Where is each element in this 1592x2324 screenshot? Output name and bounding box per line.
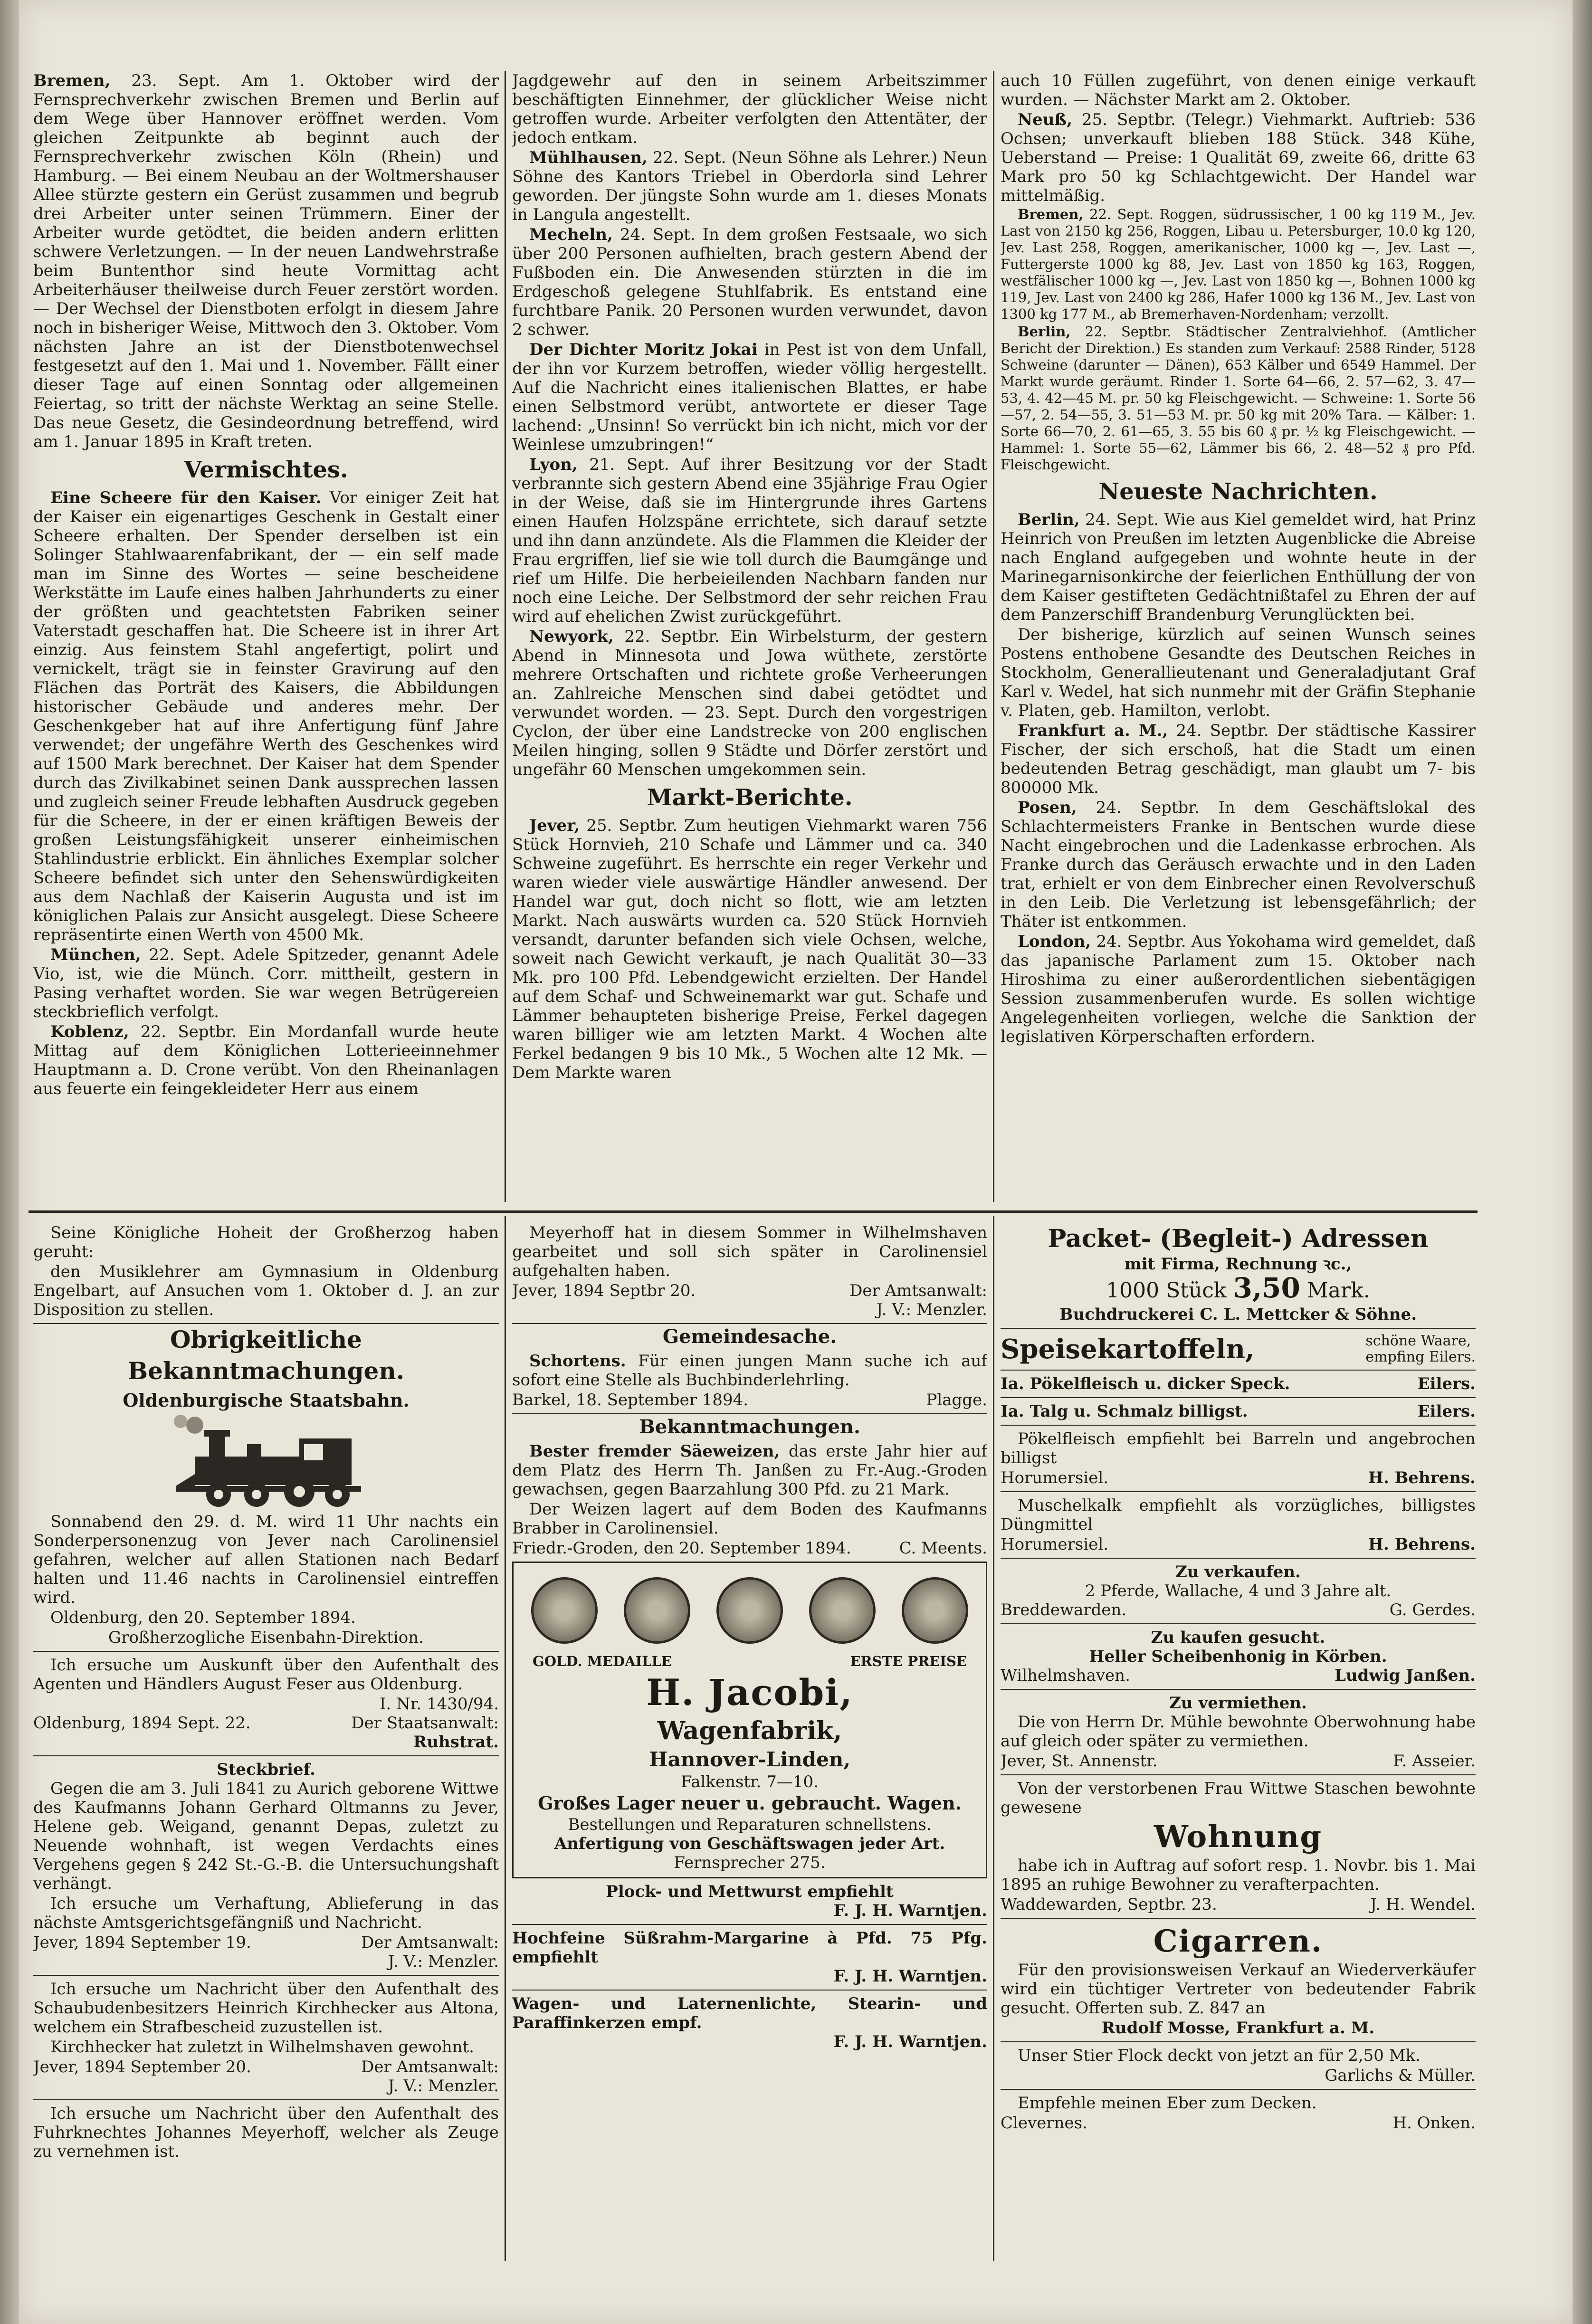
jacobi-stock: Großes Lager neuer u. gebraucht. Wagen. xyxy=(538,1792,962,1814)
medal-icon xyxy=(531,1577,598,1644)
notice-grossherzog: Seine Königliche Hoheit der Großherzog haben geruht: xyxy=(33,1223,499,1261)
licht-sign: F. J. H. Warntjen. xyxy=(833,2032,987,2051)
auskunft-ref: I. Nr. 1430/94. xyxy=(380,1695,499,1714)
section-title-bekanntmachungen: Bekanntmachungen. xyxy=(512,1413,987,1440)
meyerhoff-cont: Meyerhoff hat in diesem Sommer in Wilhelmshaven gearbeitet und soll sich später in Carolinensiel aufgehalten haben. xyxy=(512,1223,987,1280)
article-text: 24. Septbr. Aus Yokohama wird gemeldet, daß das japanische Parlament zum 15. Oktober nach Hiroshima zu einer außerordentlichen siebentägigen Session zusammenberufen wurde. Es sollen wichtige Angelegenheiten vorliegen, welche die Sanktion der legislativen Körperschaften erfordern. xyxy=(1001,932,1476,1046)
weizen-sign: C. Meents. xyxy=(899,1539,987,1558)
jacobi-advert xyxy=(512,1562,987,1878)
article-frankfurt xyxy=(1001,721,1476,797)
steckbrief-sign1: Der Amtsanwalt: xyxy=(361,1933,499,1952)
article-lead: Newyork, xyxy=(529,627,614,646)
article-text: 22. Sept. Adele Spitzeder, genannt Adele Vio, ist, wie die Münch. Corr. mittheilt, gestern in Pasing verhaftet worden. Sie war wegen Betrügereien steckbrieflich verfolgt. xyxy=(33,945,499,1021)
article-text: 22. Septbr. Städtischer Zentralviehhof. (Amtlicher Bericht der Direktion.) Es standen zum Verkauf: 2588 Rinder, 5128 Schweine (darunter — Dänen), 653 Kälber und 6549 Hammel. Der Markt wurde geräumt. Rinder 1. Sorte 64—66, 2. 57—62, 3. 47—53, 4. 42—45 M. pr. 50 kg Fleischgewicht. — Schweine: 1. Sorte 56—57, 2. 54—55, 3. 51—53 M. pr. 50 kg mit 20% Tara. — Kälber: 1. Sorte 66—70, 2. 61—65, 3. 55 bis 60 ₰ pr. ½ kg Fleischgewicht. — Hammel: 1. Sorte 55—62, Lämmer bis 66, 2. 48—52 ₰ pro Pfd. Fleischgewicht. xyxy=(1001,324,1476,473)
medal-caption-gold: GOLD. MEDAILLE xyxy=(533,1653,672,1669)
section-title-vermischtes: Vermischtes. xyxy=(184,457,348,483)
packet-firm: Buchdruckerei C. L. Mettcker & Söhne. xyxy=(1059,1305,1417,1324)
weizen-date: Friedr.-Groden, den 20. September 1894. xyxy=(512,1539,851,1558)
steckbrief-text: Gegen die am 3. Juli 1841 zu Aurich geborene Wittwe des Kaufmanns Johann Gerhard Oltmanns zu Jever, Helene geb. Weigand, genannt Depas, zuletzt zu Neuende wohnhaft, ist wegen Verdachts eines Vergehens gegen § 242 St.-G.-B. die Untersuchungshaft verhängt. xyxy=(33,1779,499,1893)
article-london xyxy=(1001,932,1476,1046)
kirchhecker-sign1: Der Amtsanwalt: xyxy=(361,2057,499,2076)
section-title-gemeinde: Gemeindesache. xyxy=(512,1323,987,1350)
weizen-footer xyxy=(512,1539,987,1558)
bahn-notice: Sonnabend den 29. d. M. wird 11 Uhr nachts ein Sonderpersonenzug von Jever nach Carolinensiel gefahren, welcher auf allen Stationen nach Bedarf halten und 11.46 nachts in Carolinensiel eintreffen wird. xyxy=(33,1512,499,1607)
separator xyxy=(1001,2089,1476,2090)
muschel-footer xyxy=(1001,1535,1476,1554)
vermiethen-title: Zu vermiethen. xyxy=(1169,1694,1307,1713)
article-lead: Jever, xyxy=(529,816,580,835)
column-rule-2 xyxy=(993,71,994,1202)
article-text: 24. Sept. Wie aus Kiel gemeldet wird, hat Prinz Heinrich von Preußen im letzten Augenblicke die Abreise nach England aufgegeben und wohnte heute in der Marinegarnisonkirche der feierlichen Enthüllung der von dem Kaiser gestifteten Gedächtnißtafel zu Ehren der auf dem Panzerschiff Brandenburg Verunglückten bei. xyxy=(1001,510,1476,624)
article-lead: Neuß, xyxy=(1018,110,1073,129)
plock-advert: Plock- und Mettwurst empfiehlt xyxy=(606,1882,894,1901)
kirchhecker-text: Ich ersuche um Nachricht über den Aufenthalt des Schaubudenbesitzers Heinrich Kirchhecker aus Altona, welchem ein Strafbescheid zuzustellen ist. xyxy=(33,1980,499,2037)
locomotive-image xyxy=(33,1412,499,1512)
kirchhecker-text2: Kirchhecker hat zuletzt in Wilhelmshaven gewohnt. xyxy=(50,2038,474,2057)
article-koblenz xyxy=(33,1022,499,1098)
schortens-date: Barkel, 18. September 1894. xyxy=(512,1391,749,1410)
separator xyxy=(1001,1558,1476,1559)
verkaufen-sign: G. Gerdes. xyxy=(1389,1600,1476,1619)
jacobi-phone: Fernsprecher 275. xyxy=(674,1853,826,1872)
separator xyxy=(1001,1689,1476,1690)
ads-column-2 xyxy=(512,1223,987,2283)
article-text: 24. Sept. In dem großen Festsaale, wo sich über 200 Personen aufhielten, brach gestern Abend der Fußboden ein. Die Anwesenden stürzten in die im Erdgeschoß gelegene Stuhlfabrik. Es entstand eine furchtbare Panik. 20 Personen wurden verwundet, davon 2 schwer. xyxy=(512,225,987,339)
stier-text: Unser Stier Flock deckt von jetzt an für 2,50 Mk. xyxy=(1018,2046,1420,2065)
article-lead: Posen, xyxy=(1018,798,1077,817)
jacobi-address: Falkenstr. 7—10. xyxy=(681,1772,819,1791)
separator xyxy=(33,2099,499,2100)
kaufen-place: Wilhelmshaven. xyxy=(1001,1666,1130,1685)
article-posen xyxy=(1001,798,1476,931)
article-markt-cont: auch 10 Füllen zugeführt, von denen einige verkauft wurden. — Nächster Markt am 2. Oktober. xyxy=(1001,71,1476,109)
separator xyxy=(512,1924,987,1925)
article-scheere xyxy=(33,488,499,944)
separator xyxy=(33,1975,499,1976)
staatsbahn-title: Oldenburgische Staatsbahn. xyxy=(123,1390,410,1411)
article-newyork xyxy=(512,627,987,779)
separator xyxy=(512,1990,987,1991)
packet-price-amount: 3,50 xyxy=(1233,1272,1300,1304)
notice-text: das erste Jahr hier auf dem Platz des Herrn Th. Janßen zu Fr.-Aug.-Groden gewachsen, gegen Baarzahlung 300 Pfd. zu 21 Mark. xyxy=(512,1442,987,1499)
article-jokai xyxy=(512,340,987,454)
steckbrief-text2: Ich ersuche um Verhaftung, Ablieferung in das nächste Amtsgerichtsgefängniß und Nachricht. xyxy=(33,1894,499,1932)
article-lead: Bremen, xyxy=(1018,206,1084,222)
muschel-advert: Muschelkalk empfiehlt als vorzügliches, billigstes Düngmittel xyxy=(1001,1496,1476,1534)
article-lead: Frankfurt a. M., xyxy=(1018,721,1168,740)
decken-sign: H. Onken. xyxy=(1392,2114,1476,2133)
steckbrief-footer xyxy=(33,1933,499,1952)
article-lead: Lyon, xyxy=(529,455,578,474)
jacobi-firm: Wagenfabrik, xyxy=(657,1716,842,1745)
kirchhecker-footer xyxy=(33,2057,499,2076)
notice-lead: Schortens. xyxy=(529,1352,626,1371)
auskunft-sign1: Der Staatsanwalt: xyxy=(351,1714,499,1733)
ads-column-3 xyxy=(1001,1223,1476,2283)
column-rule-1 xyxy=(505,71,506,1202)
steckbrief-date: Jever, 1894 September 19. xyxy=(33,1933,251,1952)
wohnung-sign: J. H. Wendel. xyxy=(1370,1895,1476,1914)
packet-price xyxy=(1001,1274,1476,1305)
jacobi-make: Anfertigung von Geschäftswagen jeder Art. xyxy=(554,1834,945,1853)
separator xyxy=(33,1755,499,1756)
article-berlin-wedel: Der bisherige, kürzlich auf seinen Wunsch seines Postens enthobene Gesandte des Deutschen Reiches in Stockholm, Generallieutenant und Generaladjutant Graf Karl v. Wedel, hat sich nunmehr mit der Gräfin Stephanie v. Platen, geb. Hamilton, verlobt. xyxy=(1001,625,1476,720)
meyerhoff-sign2: J. V.: Menzler. xyxy=(876,1300,987,1319)
notice-engelbart: den Musiklehrer am Gymnasium in Oldenburg Engelbart, auf Ansuchen vom 1. Oktober d. J. an zur Disposition zu stellen. xyxy=(33,1262,499,1319)
weizen-notice2: Der Weizen lagert auf dem Boden des Kaufmanns Brabber in Carolinensiel. xyxy=(512,1500,987,1538)
decken-text: Empfehle meinen Eber zum Decken. xyxy=(1018,2094,1317,2113)
verkaufen-title: Zu verkaufen. xyxy=(1175,1562,1301,1581)
medal-captions xyxy=(518,1653,981,1670)
poekel2-place: Horumersiel. xyxy=(1001,1468,1109,1487)
medal-icon xyxy=(902,1577,968,1644)
article-text: 25. Septbr. (Telegr.) Viehmarkt. Auftrieb: 536 Ochsen; unverkauft blieben 188 Stück. 348 Kühe, Ueberstand — Preise: 1 Qualität 69, zweite 66, dritte 63 Mark pro 50 kg Schlachtgewicht. Der Handel war mittelmäßig. xyxy=(1001,110,1476,205)
vermiethen-text: Die von Herrn Dr. Mühle bewohnte Oberwohnung habe auf gleich oder später zu vermiethen. xyxy=(1001,1713,1476,1751)
poekel-text: Ia. Pökelfleisch u. dicker Speck. xyxy=(1001,1374,1290,1393)
kaufen-title: Zu kaufen gesucht. xyxy=(1151,1628,1325,1647)
kartoffel-side1: schöne Waare, xyxy=(1365,1333,1471,1349)
verkaufen-footer xyxy=(1001,1600,1476,1619)
poekel-advert xyxy=(1001,1374,1476,1393)
decken-footer xyxy=(1001,2114,1476,2133)
packet-subtitle: mit Firma, Rechnung ꝛc., xyxy=(1124,1255,1352,1274)
article-text: Vor einiger Zeit hat der Kaiser ein eigenartiges Geschenk in Gestalt einer Scheere erhalten. Der Spender derselben ist ein Solinger Stahlwaarenfabrikant, der — ein self made man im Sinne des Wortes — seine bescheidene Werkstätte im Laufe eines halben Jahrhunderts zu einer der größten und geachtetsten Fabriken seiner Vaterstadt geschaffen hat. Die Scheere ist in ihrer Art einzig. Aus feinstem Stahl angefertigt, polirt und vernickelt, trägt sie in feinster Gravirung auf den Flächen das Porträt des Kaisers, die Abbildungen historischer Gebäude und anderes mehr. Der Geschenkgeber hat auf ihre Anfertigung fünf Jahre verwendet; der ungefähre Werth des Geschenkes wird auf 1500 Mark berechnet. Der Kaiser hat dem Spender durch das Zivilkabinet seinen Dank aussprechen lassen und zugleich seiner Freude lebhaften Ausdruck gegeben für die Scheere, in der er einen kräftigen Beweis der großen Leistungsfähigkeit unserer einheimischen Stahlindustrie erblickt. Ein ähnliches Exemplar solcher Scheere befindet sich unter den Sehenswürdigkeiten aus dem Nachlaß der Kaiserin Augusta und ist im königlichen Palais zur Ansicht ausgelegt. Diese Scheere repräsentirte einen Werth von 4500 Mk. xyxy=(33,488,499,944)
poekel2-advert: Pökelfleisch empfiehlt bei Barreln und angebrochen billigst xyxy=(1001,1429,1476,1467)
vermiethen-sign: F. Asseier. xyxy=(1393,1752,1476,1771)
wohnung-text: Von der verstorbenen Frau Wittwe Staschen bewohnte gewesene xyxy=(1001,1779,1476,1817)
margarine-sign: F. J. H. Warntjen. xyxy=(833,1967,987,1986)
vermiethen-place: Jever, St. Annenstr. xyxy=(1001,1752,1158,1771)
separator xyxy=(1001,1491,1476,1492)
kaufen-footer xyxy=(1001,1666,1476,1685)
article-text: 23. Sept. Am 1. Oktober wird der Fernsprechverkehr zwischen Bremen und Berlin auf dem Wege über Hannover eröffnet werden. Vom gleichen Zeitpunkte ab beginnt auch der Fernsprechverkehr zwischen Köln (Rhein) und Hamburg. — Bei einem Neubau an der Woltmershauser Allee stürzte gestern ein Gerüst zusammen und begrub drei Arbeiter unter seinen Trümmern. Einer der Arbeiter wurde getödtet, die beiden andern erlitten schwere Verletzungen. — In der neuen Landwehrstraße beim Buntenthor sind heute Vormittag acht Arbeiterhäuser theilweise durch Feuer zerstört worden. — Der Wechsel der Dienstboten erfolgt in diesem Jahre noch in bisheriger Weise, Mittwoch den 3. Oktober. Vom nächsten Jahre an ist der Dienstbotenwechsel festgesetzt auf den 1. Mai und 1. November. Fällt einer dieser Tage auf einen Sonntag oder allgemeinen Feiertag, so tritt der nächste Werktag an seine Stelle. Das neue Gesetz, die Gesindeordnung betreffend, wird am 1. Januar 1895 in Kraft treten. xyxy=(33,71,499,451)
article-text: 22. Sept. (Neun Söhne als Lehrer.) Neun Söhne des Kantors Triebel in Oberdorla sind Lehrer geworden. Der jüngste Sohn wurde am 1. dieses Monats in Langula angestellt. xyxy=(512,148,987,224)
jacobi-repairs: Bestellungen und Reparaturen schnellstens. xyxy=(568,1815,932,1834)
article-bremen xyxy=(33,71,499,451)
schortens-sign: Plagge. xyxy=(926,1391,987,1410)
article-text: 22. Septbr. Ein Mordanfall wurde heute Mittag auf dem Königlichen Lotterieeinnehmer Hauptmann a. D. Crone verübt. Von den Rheinanlagen aus feuerte ein feingekleideter Herr aus einem xyxy=(33,1022,499,1098)
kaufen-sign: Ludwig Janßen. xyxy=(1334,1666,1476,1685)
weizen-notice xyxy=(512,1442,987,1499)
stier-sign: Garlichs & Müller. xyxy=(1325,2066,1476,2085)
cigarren-title: Cigarren. xyxy=(1153,1924,1323,1959)
talg-advert xyxy=(1001,1402,1476,1421)
cigarren-text: Für den provisionsweisen Verkauf an Wiederverkäufer wird ein tüchtiger Vertreter von bedeutender Fabrik gesucht. Offerten sub. Z. 847 an xyxy=(1001,1961,1476,2018)
column-2 xyxy=(512,71,987,1204)
muschel-sign: H. Behrens. xyxy=(1368,1535,1476,1554)
article-text: 22. Septbr. Ein Wirbelsturm, der gestern Abend in Minnesota und Jowa wüthete, zerstörte mehrere Ortschaften und richtete große Verheerungen an. Zahlreiche Menschen sind dabei getödtet und verwundet worden. — 23. Sept. Durch den vorgestrigen Cyclon, der über eine Landstrecke von 200 englischen Meilen hinging, sollen 9 Städte und Dörfer zerstört und ungefähr 60 Menschen umgekommen sein. xyxy=(512,627,987,779)
article-neuss xyxy=(1001,110,1476,205)
article-text: in Pest ist von dem Unfall, der ihn vor Kurzem betroffen, wieder völlig hergestellt. Auf die Nachricht eines italienischen Blattes, er habe einen Selbstmord verübt, antwortete er dieser Tage lachend: „Unsinn! So verrückt bin ich nicht, mich vor der Weinlese umzubringen!“ xyxy=(512,340,987,454)
separator xyxy=(1001,2041,1476,2042)
auskunft-sign2: Ruhstrat. xyxy=(413,1733,499,1752)
article-muehlhausen xyxy=(512,148,987,224)
margarine-advert: Hochfeine Süßrahm-Margarine à Pfd. 75 Pfg. empfiehlt xyxy=(512,1929,987,1967)
article-jever-markt xyxy=(512,816,987,1082)
schortens-notice xyxy=(512,1352,987,1390)
article-mecheln xyxy=(512,225,987,339)
article-text: 21. Sept. Auf ihrer Besitzung vor der Stadt verbrannte sich gestern Abend eine 35jährige Frau Ogier in der Weise, daß sie im Hintergrunde ihres Gartens einen Haufen Holzspäne errichtete, sich darauf setzte und ihn dann anzündete. Als die Flammen die Kleider der Frau ergriffen, lief sie wie toll durch die Baumgänge und rief um Hilfe. Die herbeieilenden Nachbarn fanden nur noch eine Leiche. Der Selbstmord der sehr reichen Frau wird auf ehelichen Zwist zurückgeführt. xyxy=(512,455,987,626)
kartoffel-side xyxy=(1365,1333,1476,1365)
kirchhecker-date: Jever, 1894 September 20. xyxy=(33,2057,251,2076)
ads-column-rule-1 xyxy=(505,1216,506,2261)
kartoffel-advert xyxy=(1001,1333,1476,1366)
bahn-date: Oldenburg, den 20. September 1894. xyxy=(50,1608,356,1627)
talg-sign: Eilers. xyxy=(1417,1402,1476,1421)
separator xyxy=(1001,1370,1476,1371)
wohnung-title: Wohnung xyxy=(1153,1819,1323,1855)
section-title-obrigkeitlich: Obrigkeitliche Bekanntmachungen. xyxy=(33,1323,499,1387)
column-3 xyxy=(1001,71,1476,1204)
article-lead: München, xyxy=(50,945,141,964)
column-1 xyxy=(33,71,499,1204)
article-lead: Berlin, xyxy=(1018,324,1071,340)
article-lead: Mühlhausen, xyxy=(529,148,648,167)
bahn-signature: Großherzogliche Eisenbahn-Direktion. xyxy=(108,1628,424,1647)
cigarren-sign: Rudolf Mosse, Frankfurt a. M. xyxy=(1101,2019,1375,2038)
article-lead: Berlin, xyxy=(1018,510,1080,529)
article-jagd-cont: Jagdgewehr auf den in seinem Arbeitszimmer beschäftigten Einnehmer, der glücklicher Weise nicht getroffen wurde. Arbeiter verfolgten den Attentäter, der jedoch entkam. xyxy=(512,71,987,147)
verkaufen-place: Breddewarden. xyxy=(1001,1600,1127,1619)
meyerhoff-text: Ich ersuche um Nachricht über den Aufenthalt des Fuhrknechtes Johannes Meyerhoff, welcher als Zeuge zu vernehmen ist. xyxy=(33,2104,499,2161)
decken-place: Clevernes. xyxy=(1001,2114,1087,2133)
meyerhoff-date: Jever, 1894 Septbr 20. xyxy=(512,1281,696,1300)
article-berlin-heinrich xyxy=(1001,510,1476,624)
article-lead: Koblenz, xyxy=(50,1022,129,1041)
poekel2-footer xyxy=(1001,1468,1476,1487)
article-lead: Mecheln, xyxy=(529,225,613,244)
poekel2-sign: H. Behrens. xyxy=(1368,1468,1476,1487)
article-text: 25. Septbr. Zum heutigen Viehmarkt waren 756 Stück Hornvieh, 210 Schafe und Lämmer und ca. 340 Schweine zugeführt. Es herrschte ein reger Verkehr und waren wieder viele auswärtige Händler anwesend. Der Handel war gut, doch nicht so flott, wie am letzten Markt. Nach auswärts wurden ca. 520 Stück Hornvieh versandt, darunter befanden sich viele Ochsen, welche, soweit nach Gewicht verkauft, je nach Qualität 30—33 Mk. pro 100 Pfd. Lebendgewicht erzielten. Der Handel auf dem Schaf- und Schweinemarkt war gut. Schafe und Lämmer behaupteten bisherige Preise, Ferkel dagegen waren billiger wie am letzten Markt. 4 Wochen alte Ferkel bedangen 9 bis 10 Mk., 5 Wochen alte 12 Mk. — Dem Markte waren xyxy=(512,816,987,1082)
separator xyxy=(1001,1328,1476,1329)
medal-row xyxy=(518,1568,981,1653)
article-bremen-getreide xyxy=(1001,206,1476,323)
notice-text: Für einen jungen Mann suche ich auf sofort eine Stelle als Buchbinderlehrling. xyxy=(512,1352,987,1390)
vermiethen-footer xyxy=(1001,1752,1476,1771)
talg-text: Ia. Talg u. Schmalz billigst. xyxy=(1001,1402,1248,1421)
medal-icon xyxy=(809,1577,876,1644)
kartoffel-title: Speisekartoffeln, xyxy=(1001,1333,1255,1365)
meyerhoff-sign1: Der Amtsanwalt: xyxy=(849,1281,987,1300)
article-lead: Eine Scheere für den Kaiser. xyxy=(50,488,322,507)
section-title-markt: Markt-Berichte. xyxy=(647,784,853,811)
medal-icon xyxy=(624,1577,690,1644)
jacobi-city: Hannover-Linden, xyxy=(649,1748,850,1771)
separator xyxy=(1001,1425,1476,1426)
article-lead: Der Dichter Moritz Jokai xyxy=(529,340,758,359)
article-text: 24. Septbr. In dem Geschäftslokal des Schlachtermeisters Franke in Bentschen wurde diese Nacht eingebrochen und die Ladenkasse erbrochen. Als Franke durch das Geräusch erwachte und in den Laden trat, erhielt er von dem Einbrecher einen Revolverschuß in den Leib. Die Verletzung ist lebensgefährlich; der Thäter ist entkommen. xyxy=(1001,798,1476,931)
section-rule xyxy=(29,1210,1478,1213)
article-lyon xyxy=(512,455,987,626)
separator xyxy=(1001,1623,1476,1624)
auskunft-notice: Ich ersuche um Auskunft über den Aufenthalt des Agenten und Händlers August Feser aus Oldenburg. xyxy=(33,1656,499,1694)
packet-price-unit: Mark. xyxy=(1306,1278,1370,1303)
right-page-edge xyxy=(1573,0,1592,2324)
article-text: 22. Sept. Roggen, südrussischer, 1 00 kg 119 M., Jev. Last von 2150 kg 256, Roggen, Libau u. Petersburger, 10.0 kg 120, Jev. Last 258, Roggen, amerikanischer, 1000 kg —, Jev. Last —, Futtergerste 1000 kg 88, Jev. Last von 1850 kg 163, Roggen, westfälischer 1000 kg —, Jev. Last von 1850 kg —, Bohnen 1000 kg 119, Jev. Last von 2400 kg 286, Hafer 1000 kg 136 M., Jev. Last von 1300 kg 177 M., ab Bremerhaven-Nordenham; verzollt. xyxy=(1001,206,1476,322)
schortens-footer xyxy=(512,1391,987,1410)
article-lead: London, xyxy=(1018,932,1091,951)
separator xyxy=(33,1651,499,1652)
wohnung-footer xyxy=(1001,1895,1476,1914)
wohnung-date: Waddewarden, Septbr. 23. xyxy=(1001,1895,1217,1914)
steckbrief-sign2: J. V.: Menzler. xyxy=(388,1952,499,1971)
auskunft-footer xyxy=(33,1714,499,1733)
medal-caption-preise: ERSTE PREISE xyxy=(850,1653,967,1669)
wohnung-text2: habe ich in Auftrag auf sofort resp. 1. Novbr. bis 1. Mai 1895 an ruhige Bewohner zu verafterpachten. xyxy=(1001,1856,1476,1894)
verkaufen-text: 2 Pferde, Wallache, 4 und 3 Jahre alt. xyxy=(1085,1581,1392,1600)
poekel-sign: Eilers. xyxy=(1417,1374,1476,1393)
article-muenchen xyxy=(33,945,499,1021)
article-berlin-vieh xyxy=(1001,324,1476,473)
ads-column-1 xyxy=(33,1223,499,2283)
muschel-place: Horumersiel. xyxy=(1001,1535,1109,1554)
locomotive-icon xyxy=(157,1415,375,1510)
ads-column-rule-2 xyxy=(993,1216,994,2261)
jacobi-name: H. Jacobi, xyxy=(646,1671,853,1714)
section-title-neueste: Neueste Nachrichten. xyxy=(1098,478,1378,505)
kartoffel-side2: empfing Eilers. xyxy=(1365,1349,1476,1365)
auskunft-date: Oldenburg, 1894 Sept. 22. xyxy=(33,1714,251,1733)
licht-advert: Wagen- und Laternenlichte, Stearin- und Paraffinkerzen empf. xyxy=(512,1994,987,2032)
separator xyxy=(1001,1918,1476,1919)
packet-price-qty: 1000 Stück xyxy=(1106,1278,1227,1303)
notice-lead: Bester fremder Säeweizen, xyxy=(529,1442,780,1461)
plock-sign: F. J. H. Warntjen. xyxy=(833,1901,987,1920)
article-text: 24. Septbr. Der städtische Kassirer Fischer, der sich erschoß, hat die Stadt um einen bedeutenden Betrag geschädigt, man glaubt um 7- bis 800000 Mk. xyxy=(1001,721,1476,797)
kirchhecker-sign2: J. V.: Menzler. xyxy=(388,2076,499,2095)
meyerhoff-footer xyxy=(512,1281,987,1300)
steckbrief-title: Steckbrief. xyxy=(217,1760,315,1779)
article-lead: Bremen, xyxy=(33,71,111,90)
packet-title: Packet- (Begleit-) Adressen xyxy=(1048,1224,1429,1253)
separator xyxy=(1001,1774,1476,1775)
medal-icon xyxy=(716,1577,783,1644)
left-page-edge xyxy=(0,0,19,2324)
separator xyxy=(1001,1397,1476,1398)
kaufen-text: Heller Scheibenhonig in Körben. xyxy=(1089,1647,1387,1666)
